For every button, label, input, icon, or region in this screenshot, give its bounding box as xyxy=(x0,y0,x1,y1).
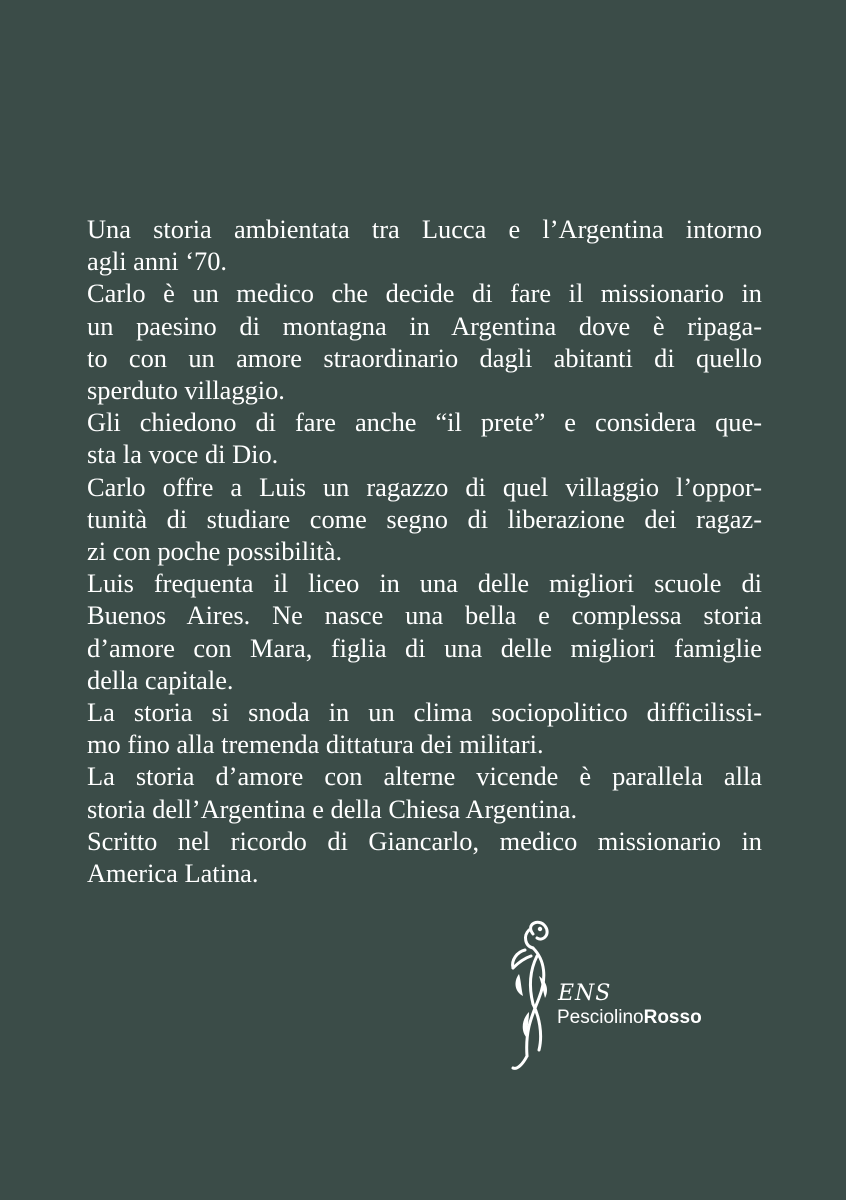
blurb-text xyxy=(87,213,762,889)
blurb-line: mo fino alla tremenda dittatura dei militari. xyxy=(87,729,544,760)
blurb-line: Gli chiedono di fare anche “il prete” e considera que- xyxy=(87,407,762,438)
blurb-line: Buenos Aires. Ne nasce una bella e complessa storia xyxy=(87,600,762,631)
blurb-line: La storia d’amore con alterne vicende è parallela alla xyxy=(87,761,762,792)
publisher-name-bold: Rosso xyxy=(643,1007,702,1028)
blurb-line: della capitale. xyxy=(87,664,234,695)
blurb-line: Scritto nel ricordo di Giancarlo, medico missionario in xyxy=(87,825,762,856)
blurb-line: Luis frequenta il liceo in una delle migliori scuole di xyxy=(87,568,762,599)
publisher-name xyxy=(557,1007,702,1029)
blurb-line: sperduto villaggio. xyxy=(87,375,285,406)
blurb-line: Carlo offre a Luis un ragazzo di quel villaggio l’oppor- xyxy=(87,471,762,502)
blurb-line: agli anni ‘70. xyxy=(87,246,227,277)
publisher-name-regular: Pesciolino xyxy=(557,1007,644,1028)
fish-figure-icon xyxy=(503,916,563,1076)
blurb-line: sta la voce di Dio. xyxy=(87,439,279,470)
publisher-logo xyxy=(503,916,733,1076)
blurb-line: Una storia ambientata tra Lucca e l’Argentina intorno xyxy=(87,214,762,244)
blurb-line: storia dell’Argentina e della Chiesa Argentina. xyxy=(87,793,578,824)
blurb-line: d’amore con Mara, figlia di una delle migliori famiglie xyxy=(87,632,762,663)
blurb-line: un paesino di montagna in Argentina dove è ripaga- xyxy=(87,310,762,341)
logo-monogram: ENS xyxy=(558,981,612,1006)
blurb-line: to con un amore straordinario dagli abitanti di quello xyxy=(87,342,762,373)
blurb-line: America Latina. xyxy=(87,858,259,889)
blurb-line: La storia si snoda in un clima sociopolitico difficilissi- xyxy=(87,697,762,728)
blurb-line: tunità di studiare come segno di liberazione dei ragaz- xyxy=(87,503,762,534)
blurb-line: zi con poche possibilità. xyxy=(87,536,343,567)
blurb-line: Carlo è un medico che decide di fare il missionario in xyxy=(87,278,762,309)
